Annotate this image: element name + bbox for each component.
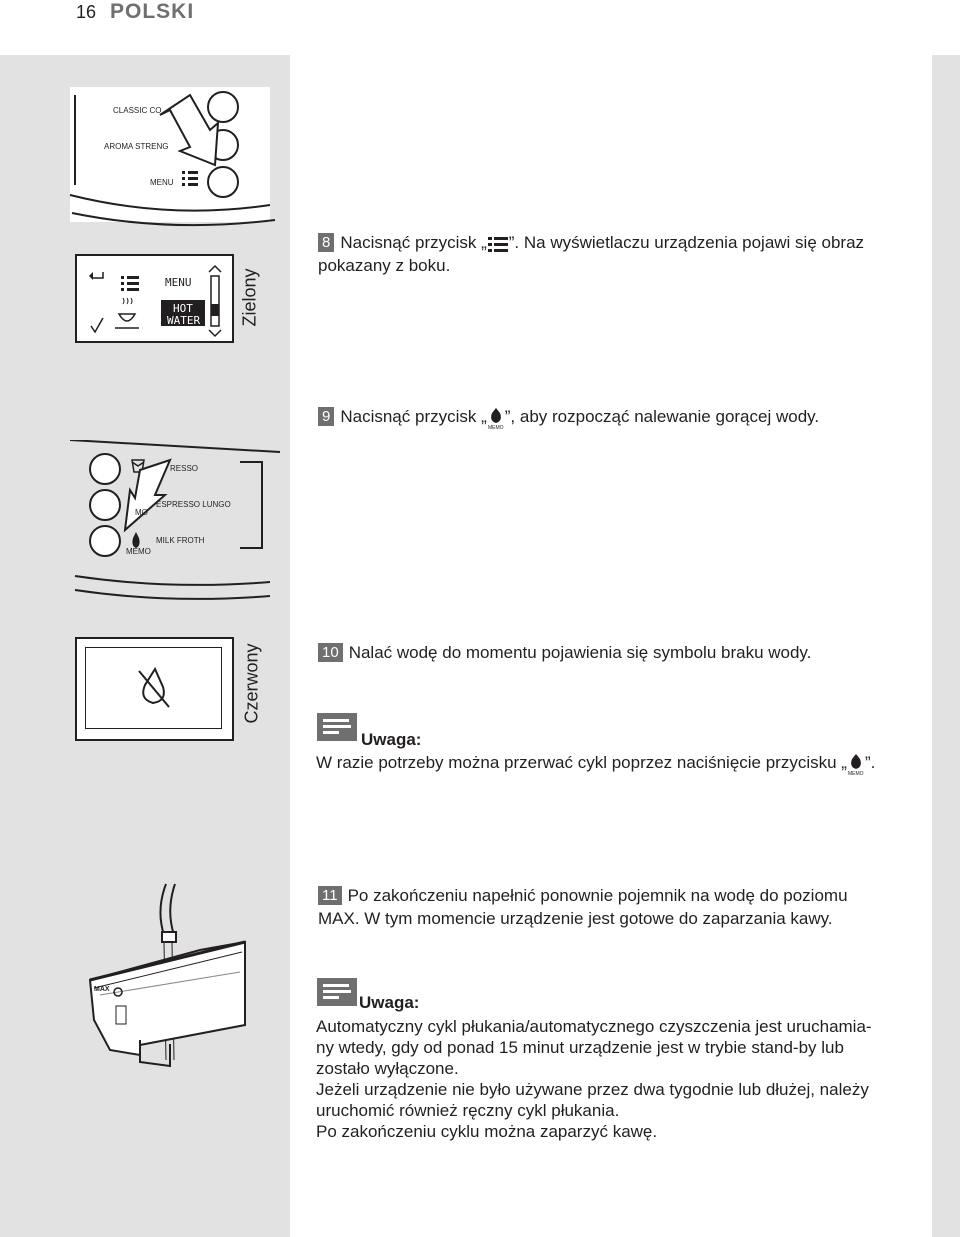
water-tank-illustration	[80, 880, 290, 1070]
note-2-line: zostało wyłączone.	[316, 1059, 459, 1078]
note-2-line: Automatyczny cykl płukania/automatycznego czyszczenia jest uruchamia-	[316, 1017, 872, 1036]
svg-text:MEMO: MEMO	[847, 770, 864, 775]
note-2-line: Jeżeli urządzenie nie było używane przez dwa tygodnie lub dłużej, należy	[316, 1080, 869, 1099]
status-green-label: Zielony	[239, 268, 260, 327]
step-text-a: Nacisnąć przycisk „	[340, 233, 487, 252]
menu-list-icon	[121, 276, 139, 291]
hot-water-cup-icon	[115, 298, 139, 328]
status-red-label: Czerwony	[241, 643, 262, 724]
step-text: Po zakończeniu napełnić ponownie pojemnik na wodę do poziomu MAX. W tym momencie urządzenie jest gotowe do zaparzania kawy.	[318, 886, 848, 928]
memo-label-partial: MO	[135, 508, 148, 517]
step-10	[318, 641, 878, 664]
button-label-menu: MENU	[150, 178, 174, 187]
note-2-text	[316, 1016, 916, 1142]
language-heading: POLSKI	[110, 0, 195, 23]
scroll-up-icon	[209, 266, 221, 272]
note-1-title: Uwaga:	[361, 730, 422, 749]
memo-drop-icon	[847, 753, 865, 775]
step-text: Nalać wodę do momentu pojawienia się symbolu braku wody.	[348, 643, 812, 662]
button-label-classic: CLASSIC CO	[113, 106, 162, 115]
note-1-text: W razie potrzeby można przerwać cykl poprzez naciśnięcie przycisku „ MEMO ”.	[316, 753, 876, 775]
note-2-line: uruchomić również ręczny cykl płukania.	[316, 1101, 620, 1120]
step-text-b: ”. Na wyświetlaczu urządzenia pojawi się obraz pokazany z boku.	[318, 233, 865, 275]
note-icon	[317, 713, 357, 741]
right-gray-column	[932, 55, 960, 1237]
note-2-line: ny wtedy, gdy od ponad 15 minut urządzenie jest w trybie stand-by lub	[316, 1038, 844, 1057]
step-text-a: Nacisnąć przycisk „	[340, 407, 487, 426]
memo-drop-icon	[132, 532, 139, 548]
step-number: 8	[318, 233, 334, 252]
display-nowater-illustration	[75, 637, 234, 741]
step-number: 11	[318, 886, 342, 905]
button-label-espresso: RESSO	[170, 464, 199, 473]
water-label: WATER	[167, 314, 201, 327]
memo-label: MEMO	[126, 547, 151, 556]
max-marking: MAX	[94, 986, 110, 993]
step-number: 9	[318, 407, 334, 426]
press-arrow	[125, 460, 170, 530]
button-label-aroma: AROMA STRENG	[104, 142, 169, 151]
note-icon	[317, 978, 357, 1006]
svg-text:MEMO: MEMO	[487, 424, 504, 429]
step-number: 10	[318, 643, 343, 662]
step-11	[318, 884, 878, 930]
hot-label: HOT	[173, 302, 193, 315]
memo-drop-icon	[487, 407, 505, 429]
back-icon	[93, 272, 103, 278]
note-2-title: Uwaga:	[359, 993, 420, 1012]
button-label-espresso-lungo: ESPRESSO LUNGO	[156, 500, 231, 509]
step-text-b: ”, aby rozpocząć nalewanie gorącej wody.	[504, 407, 820, 426]
display-menu-illustration	[75, 254, 234, 343]
no-water-icon	[77, 639, 232, 739]
step-8	[318, 231, 878, 277]
note-2-line: Po zakończeniu cyklu można zaparzyć kawę.	[316, 1122, 658, 1141]
menu-title: MENU	[165, 276, 192, 289]
step-9	[318, 405, 878, 429]
button-label-milk-froth: MILK FROTH	[156, 536, 205, 545]
page-number: 16	[76, 2, 97, 22]
panel-top-illustration	[60, 55, 290, 230]
panel-bottom-illustration	[70, 440, 290, 610]
cup-icon	[132, 462, 144, 466]
menu-list-icon	[487, 235, 509, 253]
scroll-down-icon	[209, 330, 221, 336]
water-stream	[160, 884, 166, 935]
menu-list-icon	[182, 171, 198, 186]
check-icon	[91, 318, 103, 332]
